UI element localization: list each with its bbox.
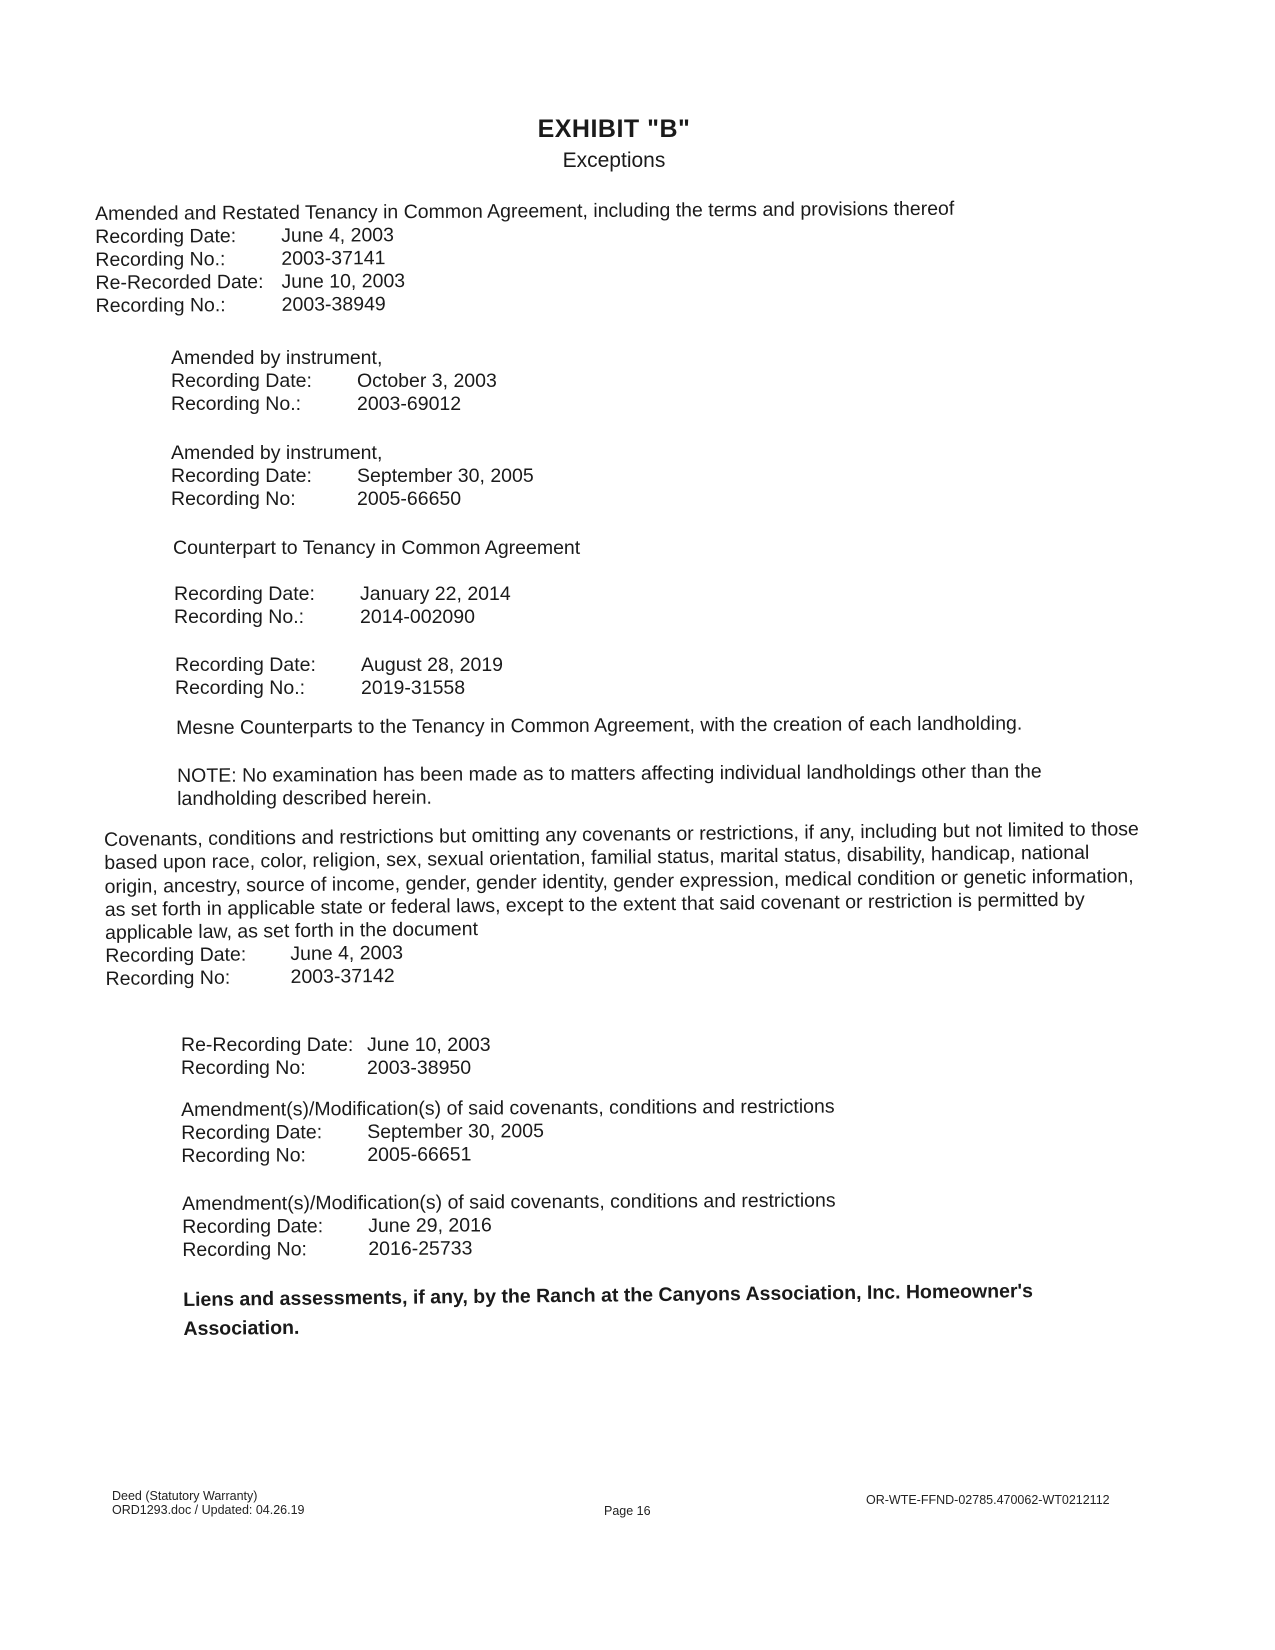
recording-label: Recording No.: [175,677,306,699]
recording-row [175,654,503,677]
recording-value: June 4, 2003 [290,942,404,966]
recording-label: Recording Date: [171,465,312,487]
recording-value: 2019-31558 [361,677,466,699]
recording-label: Recording No: [171,488,296,510]
recording-row [171,370,497,393]
exception-2-intro: Covenants, conditions and restrictions but omitting any covenants or restrictions, if any, including but not limited to those based upon race, color, religion, sex, sexual orientation, familial status, marital status, disability, handicap, national origin, ancestry, source of income, gender, gender identity, gender expression, medical condition or genetic information, as set forth in applicable state or federal laws, except to the extent that said covenant or restriction is permitted by applicable law, as set forth in the document [104,818,1139,945]
recording-value: August 28, 2019 [361,654,504,676]
note [177,760,1107,811]
liens-text: Liens and assessments, if any, by the Ranch at the Canyons Association, Inc. Homeowner's Association. [183,1280,1034,1340]
recording-row [174,583,511,606]
recording-label: Recording Date: [171,370,312,392]
recording-row [174,606,511,629]
recording-label: Recording No.: [95,294,226,317]
recording-value: September 30, 2005 [367,1120,544,1144]
recording-value: 2003-69012 [357,393,462,415]
recording-row [181,1057,491,1080]
recording-label: Recording Date: [175,654,316,676]
recording-value: 2005-66650 [357,488,462,510]
exception-1-header [95,198,955,318]
recording-label: Recording No: [181,1057,306,1079]
counterpart-1 [174,583,511,629]
recording-row [181,1034,491,1057]
recording-label: Recording Date: [174,583,315,605]
recording-value: 2016-25733 [368,1237,473,1261]
exception-1-intro: Amended and Restated Tenancy in Common Agreement, including the terms and provisions thereof [95,197,955,225]
recording-label: Recording No.: [174,606,305,628]
counterpart-heading-text: Counterpart to Tenancy in Common Agreement [173,537,581,559]
amendment-heading: Amendment(s)/Modification(s) of said covenants, conditions and restrictions [181,1095,835,1121]
recording-label: Recording Date: [95,225,237,248]
recording-label: Recording No: [105,967,231,991]
recording-row [181,1119,835,1145]
mesne-counterparts [176,713,1022,740]
mesne-text: Mesne Counterparts to the Tenancy in Common Agreement, with the creation of each landholding. [176,712,1023,739]
recording-row [96,290,955,318]
amendment-heading: Amended by instrument, [171,442,383,464]
exception-2-header [104,818,1146,991]
recording-label: Recording No: [181,1144,307,1167]
recording-label: Re-Recorded Date: [95,270,264,294]
recording-value: October 3, 2003 [357,370,497,392]
recording-label: Recording Date: [182,1215,324,1238]
recording-row [182,1213,836,1239]
recording-label: Recording No.: [95,248,226,271]
exception-1-amendment-2 [171,442,534,511]
recording-label: Re-Recording Date: [181,1034,354,1056]
recording-label: Recording Date: [181,1121,323,1144]
page-title: EXHIBIT "B" [537,115,691,143]
exception-1-amendment-1 [171,347,497,416]
recording-value: January 22, 2014 [360,583,511,605]
recording-row [171,393,497,416]
recording-value: 2005-66651 [367,1143,472,1167]
counterpart-2 [175,654,503,700]
amendment-heading: Amendment(s)/Modification(s) of said covenants, conditions and restrictions [182,1189,836,1215]
recording-value: June 10, 2003 [367,1034,491,1056]
exception-2-rerecording [181,1034,491,1080]
amendment-heading: Amended by instrument, [171,347,383,369]
recording-value: 2003-38950 [367,1057,472,1079]
footer-doc-type: Deed (Statutory Warranty) [112,1489,258,1503]
recording-value: June 29, 2016 [368,1214,492,1238]
exception-2-amendment-2 [182,1190,836,1262]
recording-row [175,677,503,700]
recording-label: Recording No.: [171,393,302,415]
note-text: NOTE: No examination has been made as to matters affecting individual landholdings other than the landholding described herein. [177,760,1042,810]
footer-page-number: Page 16 [604,1504,651,1518]
footer-left [112,1489,305,1517]
recording-row [171,465,534,488]
recording-label: Recording No: [182,1238,308,1261]
recording-value: 2014-002090 [360,606,475,628]
recording-value: 2003-37141 [281,247,386,270]
liens-and-assessments [183,1276,1104,1344]
page-subtitle: Exceptions [562,149,666,172]
recording-value: 2003-37142 [290,965,395,989]
recording-label: Recording Date: [105,944,247,968]
footer-doc-file: ORD1293.doc / Updated: 04.26.19 [112,1503,305,1517]
recording-value: September 30, 2005 [357,465,534,487]
recording-row [181,1142,835,1168]
exception-2-amendment-1 [181,1096,835,1168]
recording-row [182,1236,836,1262]
counterpart-heading [173,537,580,560]
recording-row [171,488,534,511]
recording-value: June 10, 2003 [281,270,406,293]
recording-value: 2003-38949 [281,293,386,316]
recording-value: June 4, 2003 [281,224,395,247]
footer-order-ref: OR-WTE-FFND-02785.470062-WT0212112 [866,1493,1110,1507]
